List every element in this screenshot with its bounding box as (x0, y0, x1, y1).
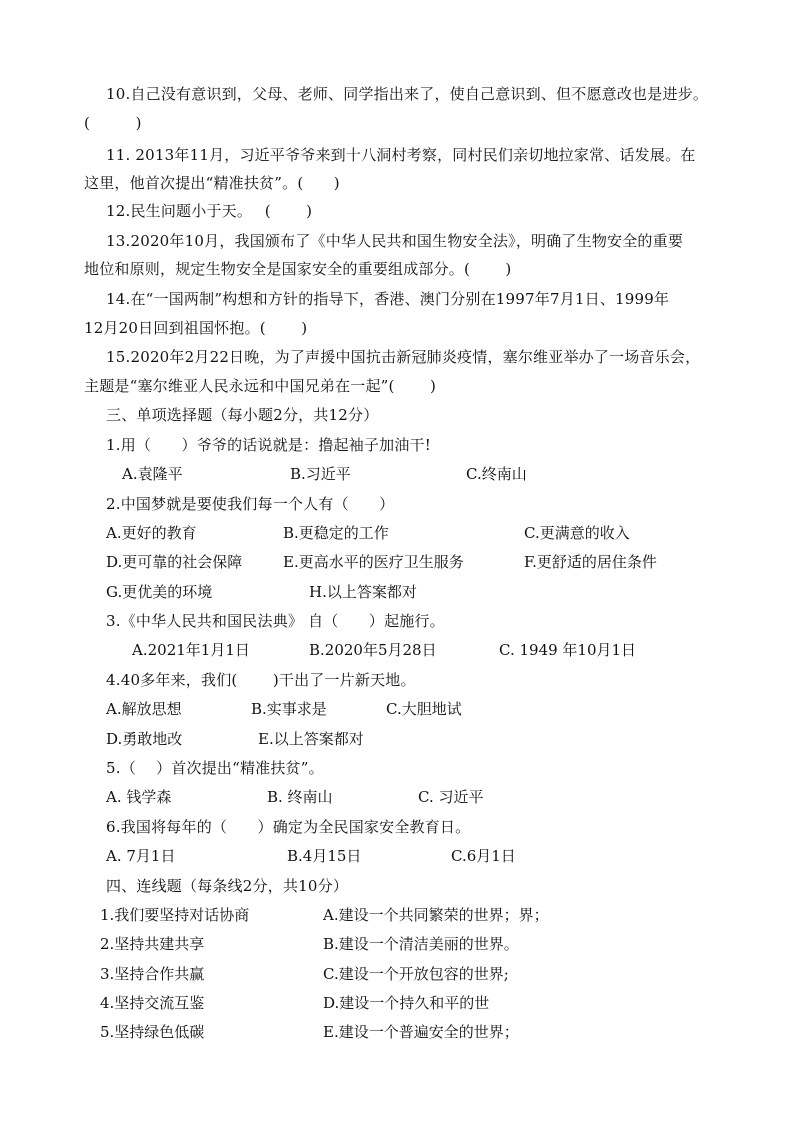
choice-question-3-option-c: C. 1949 年10月1日 (499, 641, 637, 659)
choice-question-2-option-b: B.更稳定的工作 (283, 524, 389, 542)
choice-question-1-stem: 1.用（ ）爷爷的话说就是：撸起袖子加油干! (106, 436, 431, 454)
question-15-line-2: 主题是“塞尔维亚人民永远和中国兄弟在一起”( ) (84, 377, 437, 395)
choice-question-6-option-c: C.6月1日 (451, 847, 516, 865)
matching-left-3: 3.坚持合作共赢 (100, 965, 205, 983)
section-4-title: 四、连线题（每条线2分，共10分） (106, 877, 349, 895)
matching-left-1: 1.我们要坚持对话协商 (100, 906, 250, 924)
choice-question-5-option-b: B. 终南山 (267, 788, 333, 806)
choice-question-6-option-a: A. 7月1日 (106, 847, 176, 865)
choice-question-2-stem: 2.中国梦就是要使我们每一个人有（ ） (106, 495, 395, 513)
choice-question-4-option-b: B.实事求是 (251, 700, 327, 718)
choice-question-1-option-b: B.习近平 (290, 465, 351, 483)
section-3-title: 三、单项选择题（每小题2分，共12分） (106, 406, 379, 424)
question-13-line-1: 13.2020年10月，我国颁布了《中华人民共和国生物安全法》，明确了生物安全的重要 (106, 232, 684, 250)
matching-left-4: 4.坚持交流互鉴 (100, 994, 205, 1012)
choice-question-3-stem: 3.《中华人民共和国民法典》 自（ ）起施行。 (106, 612, 445, 630)
question-14-line-1: 14.在“一国两制”构想和方针的指导下，香港、澳门分别在1997年7月1日、1999年 (106, 290, 670, 308)
choice-question-3-option-b: B.2020年5月28日 (309, 641, 437, 659)
matching-left-2: 2.坚持共建共享 (100, 935, 205, 953)
matching-right-b: B.建设一个清洁美丽的世界。 (323, 935, 519, 953)
choice-question-2-option-d: D.更可靠的社会保障 (106, 553, 243, 571)
choice-question-4-option-d: D.勇敢地改 (106, 730, 183, 748)
choice-question-4-stem: 4.40多年来，我们( )干出了一片新天地。 (106, 671, 416, 689)
choice-question-2-option-a: A.更好的教育 (106, 524, 197, 542)
question-10-line-1: 10.自己没有意识到，父母、老师、同学指出来了，使自己意识到、但不愿意改也是进步。 (106, 85, 709, 103)
question-13-line-2: 地位和原则，规定生物安全是国家安全的重要组成部分。( ) (84, 260, 512, 278)
question-15-line-1: 15.2020年2月22日晚，为了声援中国抗击新冠肺炎疫情，塞尔维亚举办了一场音乐会， (106, 348, 701, 366)
choice-question-4-option-e: E.以上答案都对 (258, 730, 364, 748)
matching-right-c: C.建设一个开放包容的世界; (323, 965, 509, 983)
choice-question-4-option-c: C.大胆地试 (386, 700, 462, 718)
question-10-answer-bracket: ( ) (84, 114, 142, 132)
choice-question-2-option-e: E.更高水平的医疗卫生服务 (283, 553, 464, 571)
question-14-line-2: 12月20日回到祖国怀抱。( ) (84, 319, 308, 337)
question-12: 12.民生问题小于天。 ( ) (106, 202, 313, 220)
choice-question-2-option-f: F.更舒适的居住条件 (524, 553, 657, 571)
question-11-line-1: 11. 2013年11月，习近平爷爷来到十八洞村考察，同村民们亲切地拉家常、话发展。在 (106, 146, 696, 164)
choice-question-6-stem: 6.我国将每年的（ ）确定为全民国家安全教育日。 (106, 818, 471, 836)
choice-question-4-option-a: A.解放思想 (106, 700, 182, 718)
choice-question-2-option-g: G.更优美的环境 (106, 583, 213, 601)
choice-question-1-option-c: C.终南山 (466, 465, 527, 483)
choice-question-2-option-c: C.更满意的收入 (524, 524, 630, 542)
matching-right-e: E.建设一个普遍安全的世界； (323, 1023, 519, 1041)
choice-question-5-option-c: C. 习近平 (418, 788, 484, 806)
matching-right-a: A.建设一个共同繁荣的世界；界； (323, 906, 549, 924)
matching-left-5: 5.坚持绿色低碳 (100, 1023, 205, 1041)
question-11-line-2: 这里，他首次提出“精准扶贫”。( ) (84, 174, 340, 192)
choice-question-5-option-a: A. 钱学森 (106, 788, 172, 806)
choice-question-5-stem: 5.（ ）首次提出“精准扶贫”。 (106, 759, 324, 777)
choice-question-6-option-b: B.4月15日 (287, 847, 362, 865)
matching-right-d: D.建设一个持久和平的世 (323, 994, 490, 1012)
choice-question-1-option-a: A.袁隆平 (122, 465, 183, 483)
choice-question-2-option-h: H.以上答案都对 (309, 583, 417, 601)
choice-question-3-option-a: A.2021年1月1日 (132, 641, 250, 659)
